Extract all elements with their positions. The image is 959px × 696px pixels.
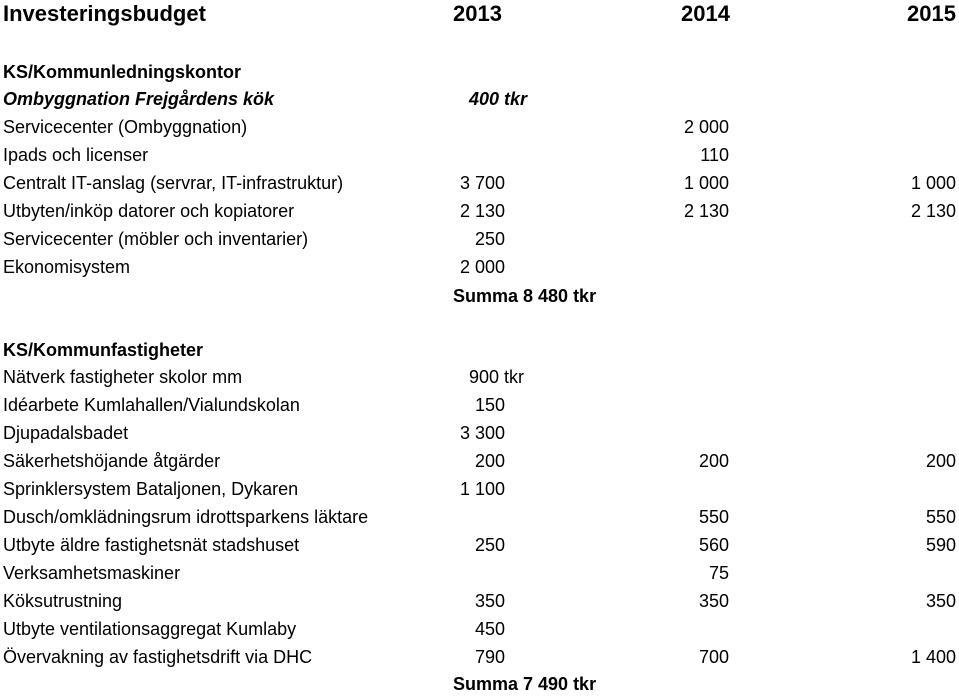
- row-label: Säkerhetshöjande åtgärder: [3, 451, 221, 471]
- table-row: [0, 645, 959, 673]
- document-title: Investeringsbudget: [3, 1, 206, 26]
- header-row: [0, 0, 959, 28]
- section-heading-row: [0, 60, 959, 88]
- year-2014-heading: 2014: [681, 1, 730, 26]
- highlight-label: Ombyggnation Frejgårdens kök: [3, 89, 275, 109]
- row-label: Djupadalsbadet: [3, 423, 129, 443]
- value-2014: 560: [698, 535, 729, 555]
- table-row: [0, 365, 959, 393]
- section-summary: Summa 7 490 tkr: [453, 674, 597, 694]
- table-row: [0, 227, 959, 255]
- row-label: Sprinklersystem Bataljonen, Dykaren: [3, 479, 299, 499]
- value-2013: 900 tkr: [469, 367, 525, 387]
- highlight-row: [0, 87, 959, 115]
- value-2014: 1 000: [683, 173, 729, 193]
- row-label: Köksutrustning: [3, 591, 123, 611]
- table-row: [0, 255, 959, 283]
- row-label: Utbyten/inköp datorer och kopiatorer: [3, 201, 295, 221]
- value-2013: 250: [474, 229, 505, 249]
- table-row: [0, 617, 959, 645]
- value-2013: 3 300: [459, 423, 505, 443]
- value-2014: 700: [698, 647, 729, 667]
- row-label: Nätverk fastigheter skolor mm: [3, 367, 243, 387]
- value-2013: 200: [474, 451, 505, 471]
- table-row: [0, 449, 959, 477]
- section-summary: Summa 8 480 tkr: [453, 286, 597, 306]
- table-row: [0, 477, 959, 505]
- value-2014: 110: [700, 145, 729, 165]
- value-2013: 790: [474, 647, 505, 667]
- table-row: [0, 171, 959, 199]
- row-label: Utbyte ventilationsaggregat Kumlaby: [3, 619, 297, 639]
- value-2015: 550: [925, 507, 956, 527]
- value-2014: 75: [708, 563, 729, 583]
- value-2013: 3 700: [459, 173, 505, 193]
- section-heading-row: [0, 338, 959, 366]
- highlight-value: 400 tkr: [469, 89, 528, 109]
- row-label: Servicecenter (möbler och inventarier): [3, 229, 309, 249]
- summary-row: [0, 672, 959, 694]
- value-2014: 2 130: [683, 201, 729, 221]
- value-2015: 590: [925, 535, 956, 555]
- value-2015: 2 130: [910, 201, 956, 221]
- row-label: Utbyte äldre fastighetsnät stadshuset: [3, 535, 300, 555]
- table-row: [0, 421, 959, 449]
- value-2015: 1 000: [910, 173, 956, 193]
- table-row: [0, 533, 959, 561]
- row-label: Servicecenter (Ombyggnation): [3, 117, 248, 137]
- value-2013: 2 000: [459, 257, 505, 277]
- year-2013-heading: 2013: [453, 1, 502, 26]
- value-2015: 350: [925, 591, 956, 611]
- section-heading: KS/Kommunfastigheter: [3, 340, 204, 360]
- row-label: Ekonomisystem: [3, 257, 131, 277]
- value-2014: 200: [698, 451, 729, 471]
- table-row: [0, 561, 959, 589]
- table-row: [0, 115, 959, 143]
- value-2013: 350: [474, 591, 505, 611]
- row-label: Övervakning av fastighetsdrift via DHC: [3, 647, 313, 667]
- value-2015: 200: [925, 451, 956, 471]
- value-2015: 1 400: [910, 647, 956, 667]
- value-2013: 1 100: [459, 479, 505, 499]
- row-label: Ipads och licenser: [3, 145, 149, 165]
- row-label: Dusch/omklädningsrum idrottsparkens läktare: [3, 507, 369, 527]
- value-2014: 2 000: [683, 117, 729, 137]
- table-row: [0, 505, 959, 533]
- row-label: Centralt IT-anslag (servrar, IT-infrastruktur): [3, 173, 344, 193]
- value-2013: 150: [474, 395, 505, 415]
- row-label: Verksamhetsmaskiner: [3, 563, 181, 583]
- year-2015-heading: 2015: [907, 1, 956, 26]
- row-label: Idéarbete Kumlahallen/Vialundskolan: [3, 395, 300, 415]
- section-heading: KS/Kommunledningskontor: [3, 62, 241, 82]
- table-row: [0, 143, 959, 171]
- summary-row: [0, 284, 959, 312]
- table-row: [0, 393, 959, 421]
- value-2013: 2 130: [459, 201, 505, 221]
- table-row: [0, 589, 959, 617]
- value-2014: 350: [698, 591, 729, 611]
- value-2014: 550: [698, 507, 729, 527]
- table-row: [0, 199, 959, 227]
- value-2013: 250: [474, 535, 505, 555]
- value-2013: 450: [474, 619, 505, 639]
